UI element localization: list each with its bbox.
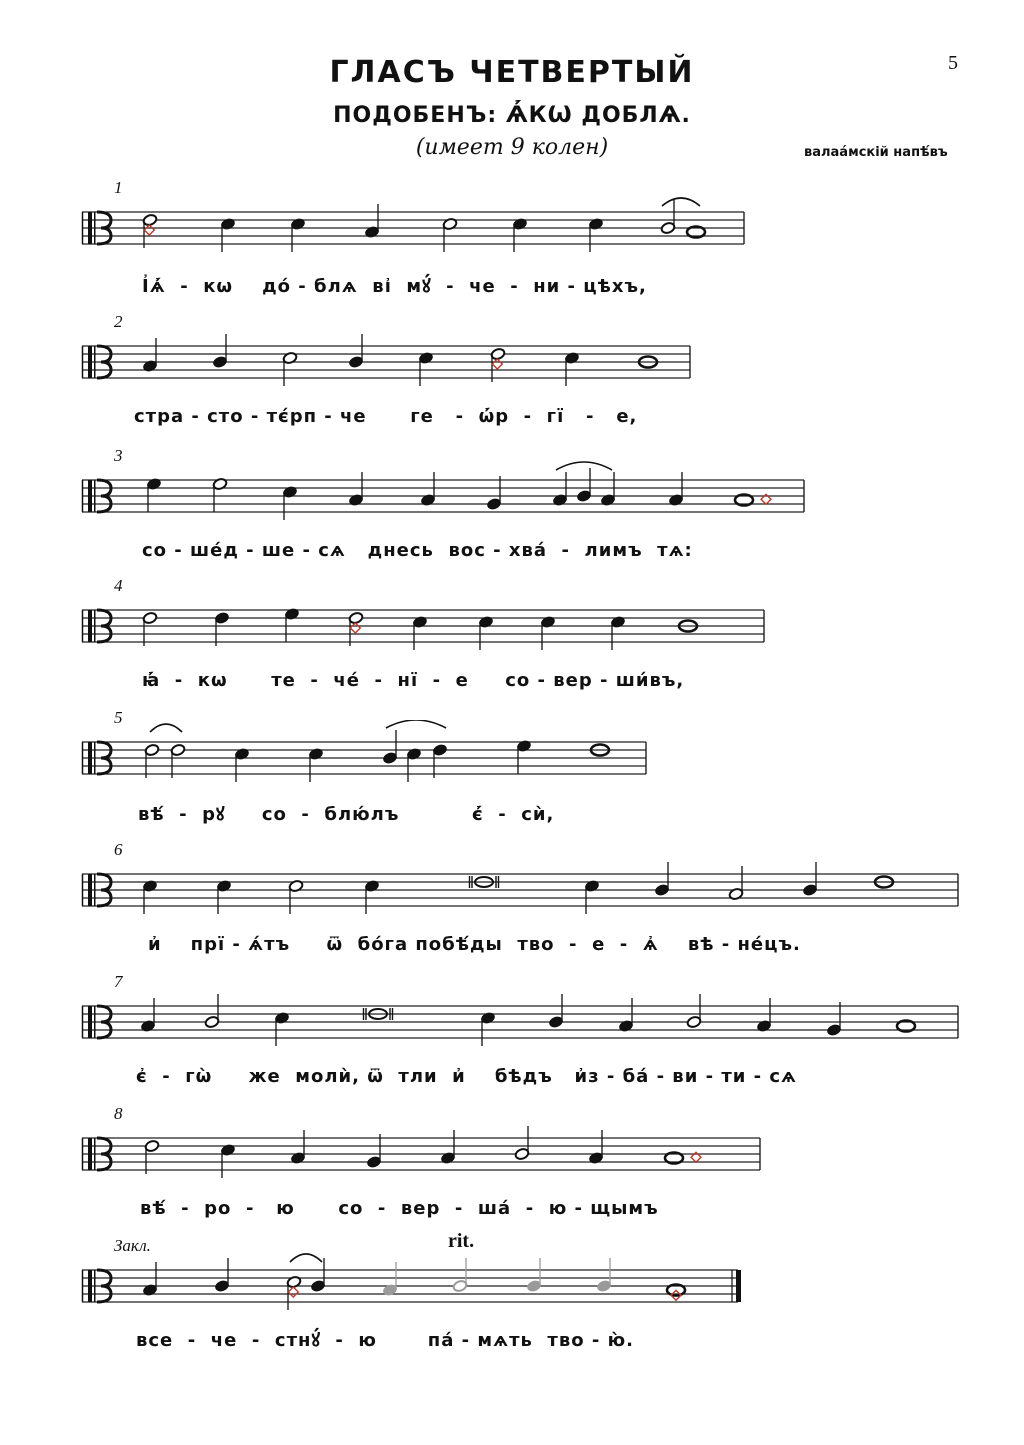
alto-clef-icon	[88, 1138, 92, 1170]
staff-system	[0, 458, 1024, 538]
ritardando-mark: rit.	[448, 1230, 475, 1252]
system-number: 6	[114, 840, 123, 859]
system-number: 5	[114, 708, 123, 727]
slur	[290, 1254, 322, 1262]
slur	[556, 462, 612, 470]
alto-clef-icon	[88, 874, 92, 906]
hint-rhombus-icon	[144, 225, 154, 235]
system-number: Закл.	[114, 1236, 151, 1255]
alto-clef-icon	[88, 212, 92, 244]
lyrics-line: є҆ - гѡ̀ же молѝ, ѿ тли и҆ бѣдъ и҆з - ба́ - ви - ти - сѧ	[136, 1066, 798, 1087]
lyrics-line: вѣ́ - рꙋ со - блю́лъ є҆́ - сѝ,	[138, 804, 555, 825]
system-number: 4	[114, 576, 123, 595]
staff-system	[0, 720, 1024, 800]
alto-clef-icon	[88, 1270, 92, 1302]
lyrics-line: со - ше́д - ше - сѧ днесь вос - хва́ - лимъ тѧ:	[142, 540, 693, 561]
system-number: 1	[114, 178, 123, 197]
chant-title: ГЛАСЪ ЧЕТВЕРТЫЙ	[329, 55, 695, 90]
lyrics-line: І҆ѧ҆́ - кѡ до́ - блѧ ві҆ мꙋ́ - че - ни - цѣхъ,	[142, 276, 647, 297]
alto-clef-icon	[88, 480, 92, 512]
chant-note: (имеет 9 колен)	[415, 135, 609, 160]
hint-rhombus-icon	[288, 1287, 298, 1297]
staff-system	[0, 588, 1024, 668]
alto-clef-icon	[88, 346, 92, 378]
lyrics-line: стра - сто - тє́рп - че ге - ѡ҆́р - гї - е,	[134, 406, 638, 427]
staff-system	[0, 190, 1024, 270]
staff-system	[0, 984, 1024, 1064]
hint-rhombus-icon	[350, 623, 360, 633]
alto-clef-icon	[88, 1006, 92, 1038]
lyrics-line: вѣ́ - ро - ю со - вер - ша́ - ю - щымъ	[140, 1198, 659, 1219]
system-number: 7	[114, 972, 123, 991]
chant-subtitle: ПОДОБЕНЪ: Ѧ҆́КѠ ДОБЛѦ.	[333, 103, 691, 128]
staff-system	[0, 1116, 1024, 1196]
chant-origin: валаа́мскій напѣ́въ	[804, 145, 948, 160]
slur	[150, 724, 182, 732]
lyrics-line: и҆ прї - ѧ́тъ ѿ бо́га побѣ́ды тво - е - ѧ҆ вѣ - не́цъ.	[148, 934, 801, 955]
system-number: 2	[114, 312, 123, 331]
staff-system	[0, 324, 1024, 404]
system-number: 3	[114, 446, 123, 465]
lyrics-line: ꙗ҆́ - кѡ те - че́ - нї - е со - вер - ши́въ,	[142, 670, 685, 691]
slur	[662, 198, 700, 206]
lyrics-line: все - че - стнꙋ́ - ю па́ - мѧть тво - ю̀.	[136, 1330, 634, 1351]
staff-system	[0, 1248, 1024, 1328]
hint-rhombus-icon	[492, 359, 502, 369]
page-number: 5	[948, 52, 958, 74]
staff-system	[0, 852, 1024, 932]
system-number: 8	[114, 1104, 123, 1123]
alto-clef-icon	[88, 610, 92, 642]
alto-clef-icon	[88, 742, 92, 774]
slur	[386, 720, 446, 728]
